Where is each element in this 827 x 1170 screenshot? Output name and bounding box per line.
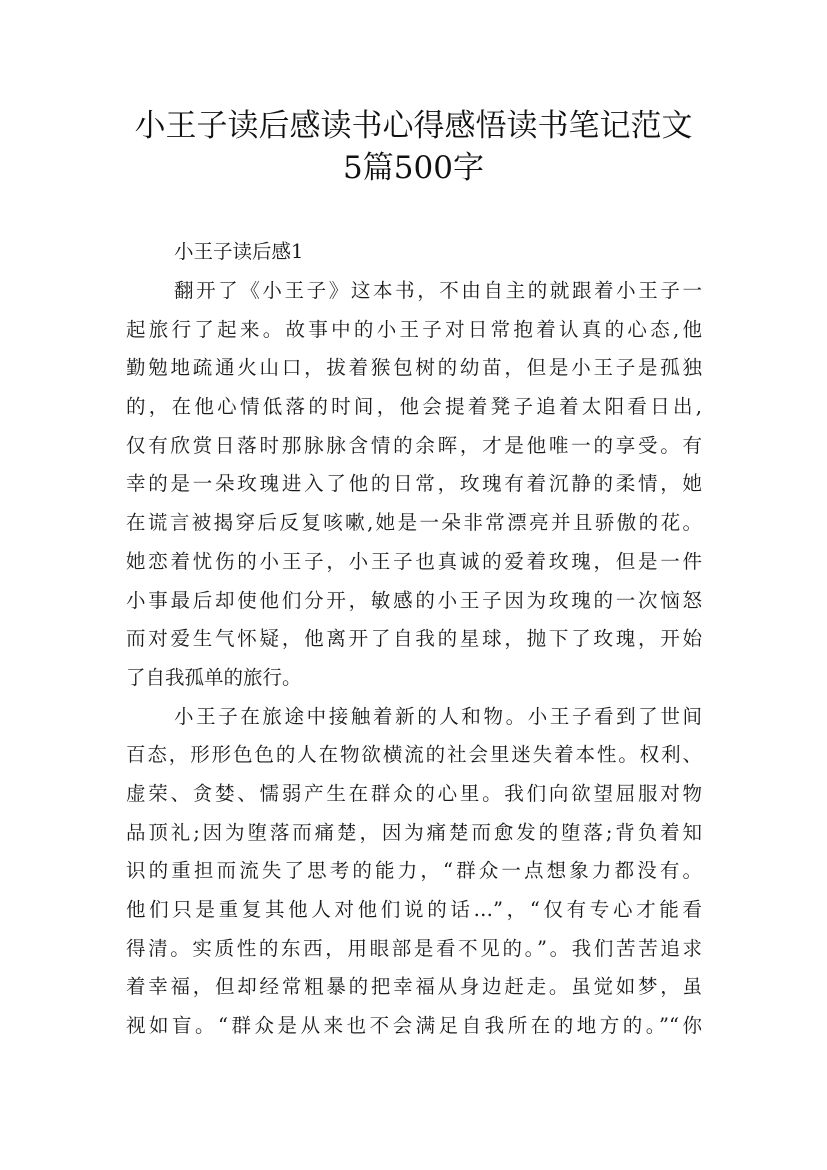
text-line: 幸的是一朵玫瑰进入了他的日常，玫瑰有着沉静的柔情，她 xyxy=(126,472,702,496)
text-line: 小事最后却使他们分开，敏感的小王子因为玫瑰的一次恼怒 xyxy=(126,588,702,612)
text-line: 在谎言被揭穿后反复咳嗽,她是一朵非常漂亮并且骄傲的花。 xyxy=(126,511,702,535)
text-line: 着幸福，但却经常粗暴的把幸福从身边赶走。虽觉如梦，虽 xyxy=(126,975,702,999)
text-line: 视如盲。“群众是从来也不会满足自我所在的地方的。”“你 xyxy=(126,1014,702,1038)
document-body xyxy=(126,232,702,1046)
paragraph-1 xyxy=(126,272,702,698)
text-line: 她恋着忧伤的小王子，小王子也真诚的爱着玫瑰，但是一件 xyxy=(126,549,702,573)
text-line: 品顶礼;因为堕落而痛楚，因为痛楚而愈发的堕落;背负着知 xyxy=(126,820,702,844)
section-heading: 小王子读后感1 xyxy=(174,240,304,263)
document-title-line-2: 5篇500字 xyxy=(343,150,484,186)
document-title-line-1: 小王子读后感读书心得感悟读书笔记范文 xyxy=(134,108,693,144)
text-line: 百态，形形色色的人在物欲横流的社会里迷失着本性。权利、 xyxy=(126,743,702,767)
paragraph-2 xyxy=(126,698,702,1046)
text-line: 翻开了《小王子》这本书，不由自主的就跟着小王子一 xyxy=(174,279,702,302)
text-line: 起旅行了起来。故事中的小王子对日常抱着认真的心态,他 xyxy=(126,317,702,341)
text-line: 而对爱生气怀疑，他离开了自我的星球，抛下了玫瑰，开始 xyxy=(126,627,702,651)
text-line: 仅有欣赏日落时那脉脉含情的余晖，才是他唯一的享受。有 xyxy=(126,433,702,457)
text-line: 的，在他心情低落的时间，他会提着凳子追着太阳看日出, xyxy=(126,395,702,419)
text-line: 小王子在旅途中接触着新的人和物。小王子看到了世间 xyxy=(174,704,702,728)
text-line: 识的重担而流失了思考的能力，“群众一点想象力都没有。 xyxy=(126,859,702,883)
text-line: 勤勉地疏通火山口，拔着猴包树的幼苗，但是小王子是孤独 xyxy=(126,356,702,380)
text-line: 他们只是重复其他人对他们说的话…”，“仅有专心才能看 xyxy=(126,898,702,921)
text-line: 得清。实质性的东西，用眼部是看不见的。”。我们苦苦追求 xyxy=(126,936,702,960)
text-line: 了自我孤单的旅行。 xyxy=(126,665,302,689)
text-line: 虚荣、贪婪、懦弱产生在群众的心里。我们向欲望屈服对物 xyxy=(126,781,702,805)
